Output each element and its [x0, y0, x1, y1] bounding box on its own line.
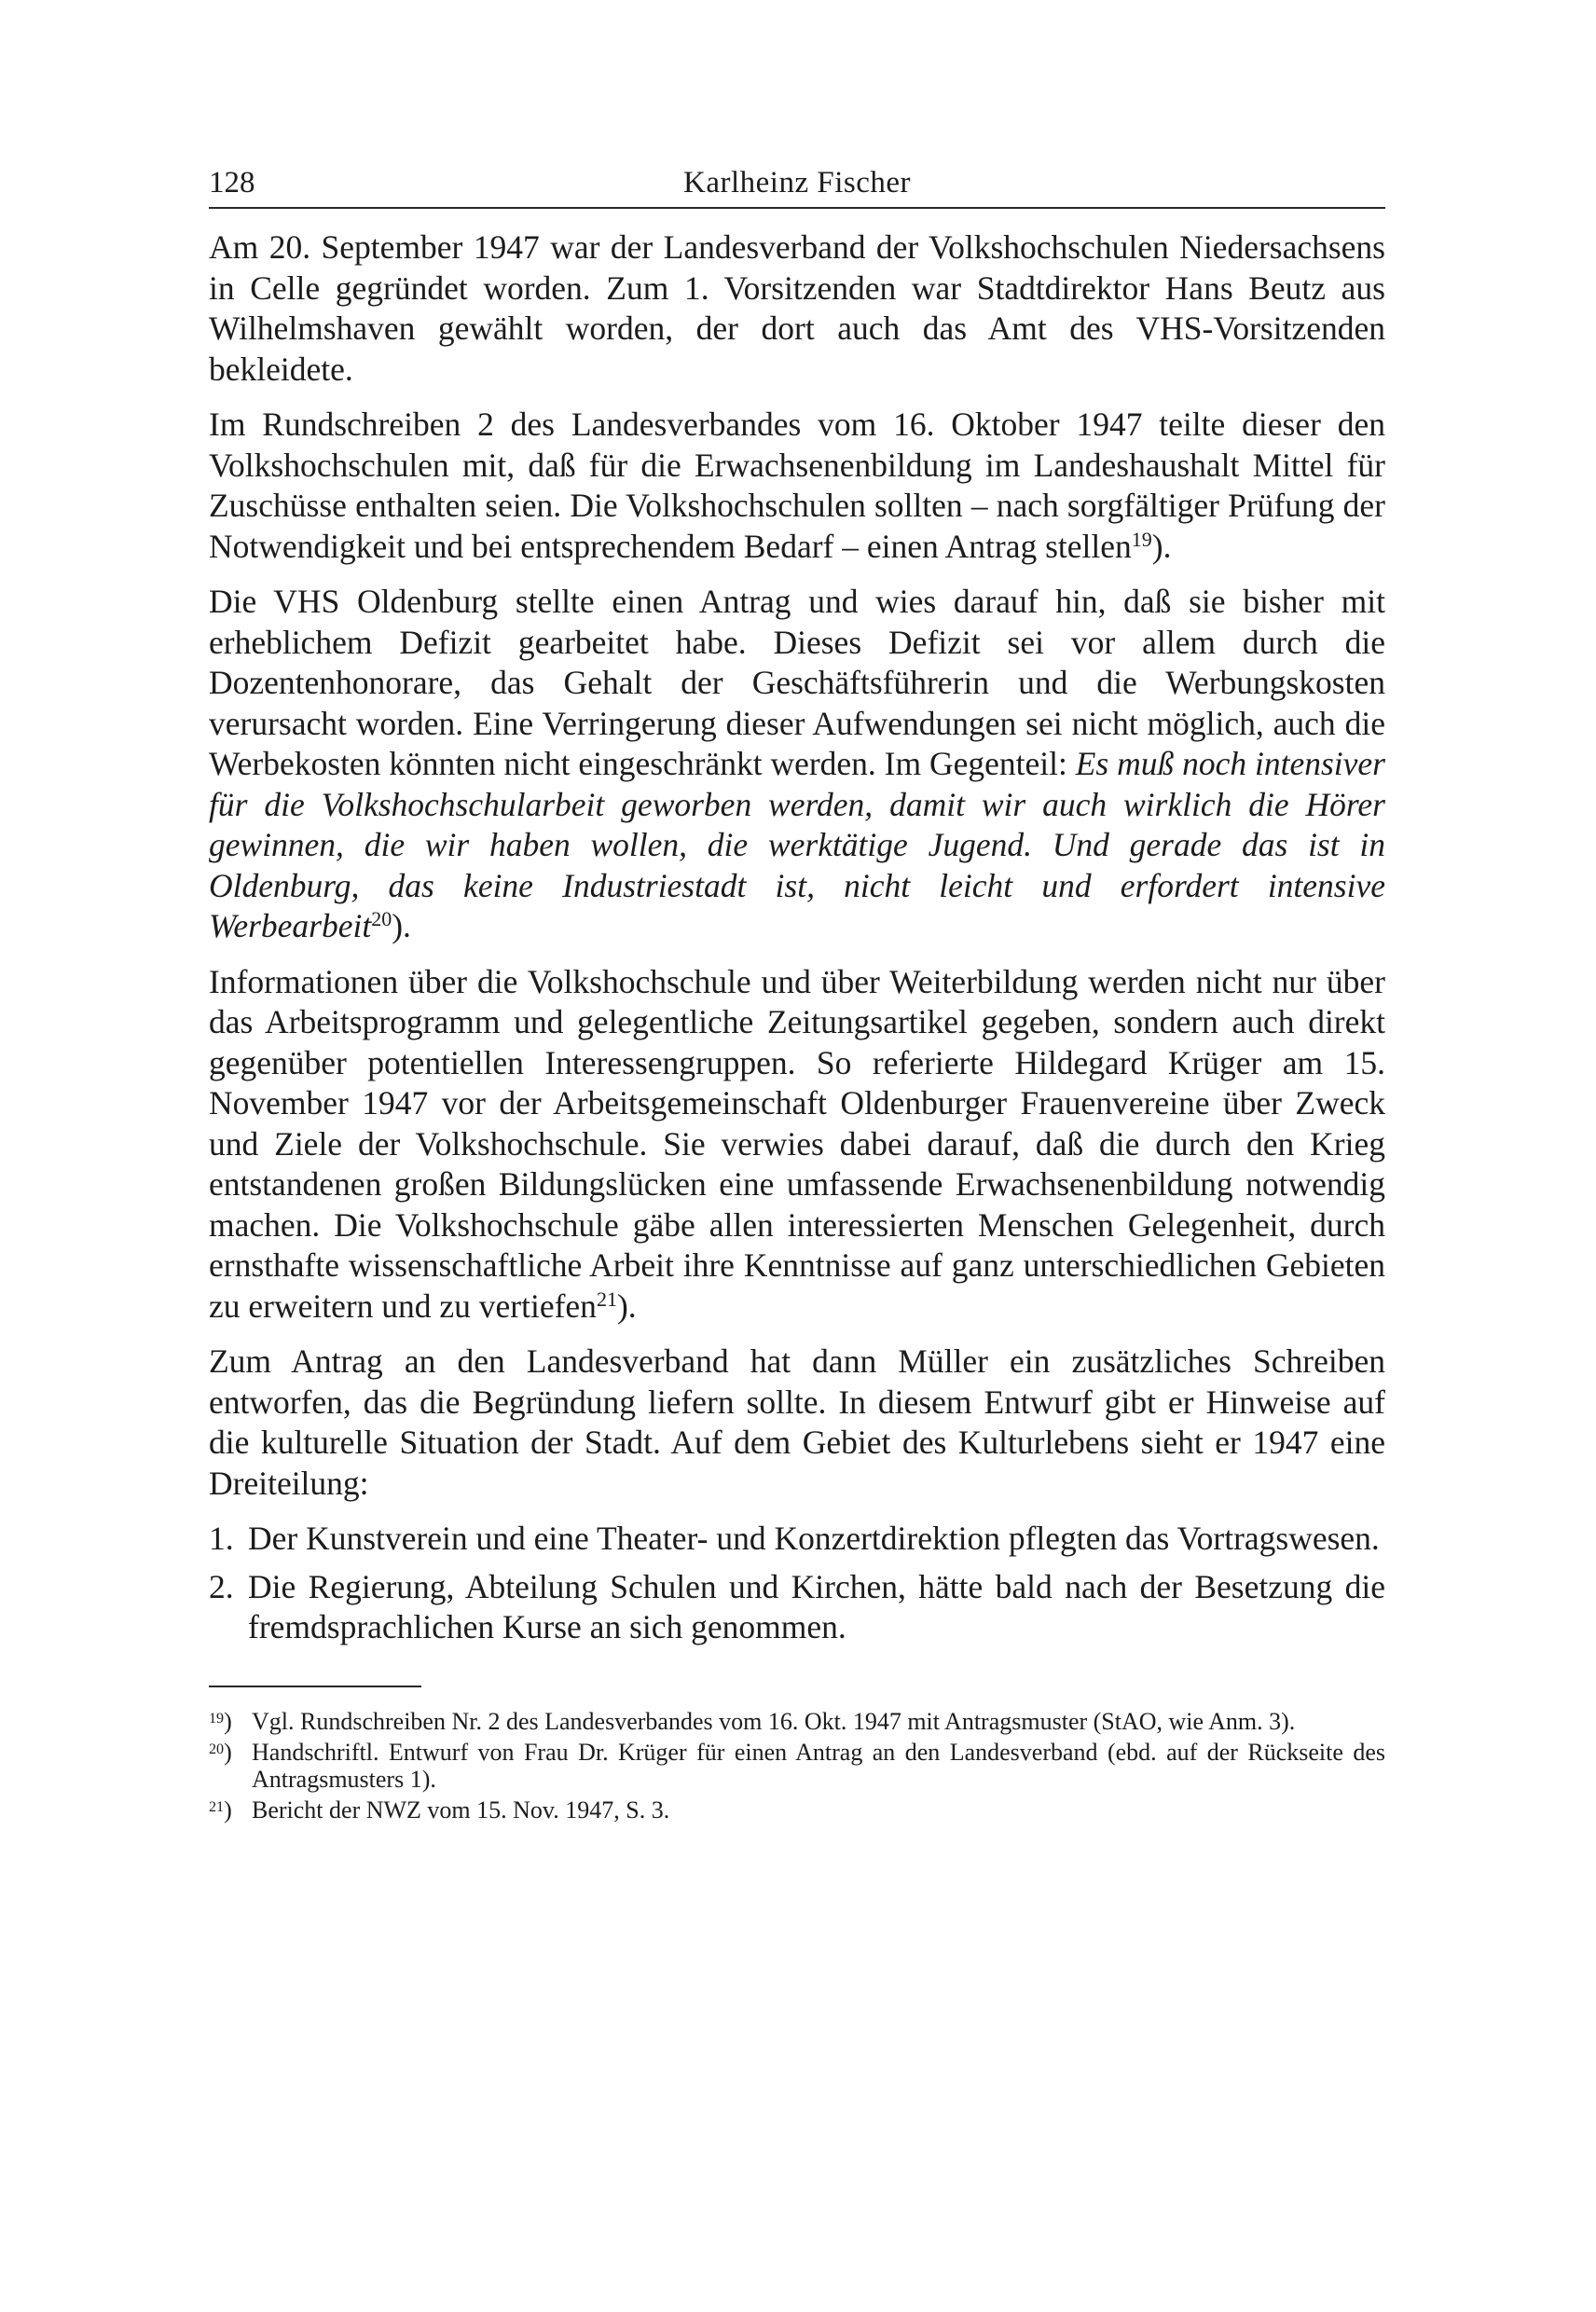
paragraph-4-end: ).: [616, 1287, 637, 1325]
paragraph-5: Zum Antrag an den Landesverband hat dann Müller ein zusätzliches Schreiben entworfen, das die Begründung liefern sollte. In diesem Entwurf gibt er Hinweise auf die kulturelle Situation der Stadt. Auf dem Gebiet des Kulturlebens sieht er 1947 eine Dreiteilung:: [209, 1342, 1385, 1502]
running-title: Karlheinz Fischer: [683, 166, 911, 200]
footnote-divider: [209, 1686, 421, 1687]
footnote-text: Bericht der NWZ vom 15. Nov. 1947, S. 3.: [252, 1796, 670, 1823]
paragraph-4: [209, 962, 1385, 1328]
footnote-mark: $^{19}$): [209, 1707, 232, 1735]
paragraph-3: [209, 582, 1385, 947]
list-item-number: 1.: [209, 1520, 234, 1557]
paragraph-3-end: ).: [392, 907, 411, 944]
body-text: [209, 227, 1385, 1648]
footnotes: [209, 1708, 1385, 1823]
footnote-text: Vgl. Rundschreiben Nr. 2 des Landesverbandes vom 16. Okt. 1947 mit Antragsmuster (StAO, wie Anm. 3).: [252, 1707, 1296, 1735]
list-item-number: 2.: [209, 1567, 234, 1605]
paragraph-1: Am 20. September 1947 war der Landesverband der Volkshochschulen Niedersachsens in Celle gegründet worden. Zum 1. Vorsitzenden war Stadtdirektor Hans Beutz aus Wilhelmshaven gewählt worden, der dort auch das Amt des VHS-Vorsitzenden bekleidete.: [209, 228, 1385, 388]
paragraph-2-text: Im Rundschreiben 2 des Landesverbandes vom 16. Oktober 1947 teilte dieser den Volkshochschulen mit, daß für die Erwachsenenbildung im Landeshaushalt Mittel für Zuschüsse enthalten seien. Die Volkshochschulen sollten – nach sorgfältiger Prüfung der Notwendigkeit und bei entsprechendem Bedarf – einen Antrag stellen: [209, 406, 1385, 565]
footnote-21: [209, 1796, 1385, 1823]
list-item-text: Die Regierung, Abteilung Schulen und Kirchen, hätte bald nach der Besetzung die fremdsprachlichen Kurse an sich genommen.: [248, 1567, 1385, 1645]
footnote-ref-20[interactable]: 20: [371, 906, 392, 930]
book-page: [209, 158, 1385, 1827]
footnote-19: [209, 1708, 1385, 1735]
list-item: [209, 1519, 1385, 1560]
footnote-ref-21[interactable]: 21: [596, 1287, 617, 1311]
page-number: 128: [209, 166, 255, 200]
footnote-20: [209, 1739, 1385, 1793]
footnote-mark: $^{20}$): [209, 1738, 232, 1766]
paragraph-3-text: Die VHS Oldenburg stellte einen Antrag und wies darauf hin, daß sie bisher mit erheblichem Defizit gearbeitet habe. Dieses Defizit sei vor allem durch die Dozentenhonorare, das Gehalt der Geschäftsführerin und die Werbungskosten verursacht worden. Eine Verringerung dieser Aufwendungen sei nicht möglich, auch die Werbekosten könnten nicht eingeschränkt werden. Im Gegenteil:: [209, 583, 1385, 782]
numbered-list: [209, 1519, 1385, 1648]
footnote-text: Handschriftl. Entwurf von Frau Dr. Krüger für einen Antrag an den Landesverband (ebd. auf der Rückseite des Antragsmusters 1).: [252, 1738, 1385, 1793]
paragraph-3-quote: Es muß noch intensiver für die Volkshochschularbeit geworben werden, damit wir auch wirklich die Hörer gewinnen, die wir haben wollen, die werktätige Jugend. Und gerade das ist in Oldenburg, das keine Industriestadt ist, nicht leicht und erfordert intensive Werbearbeit: [209, 745, 1385, 944]
paragraph-4-text: Informationen über die Volkshochschule und über Weiterbildung werden nicht nur über das Arbeitsprogramm und gelegentliche Zeitungsartikel gegeben, sondern auch direkt gegenüber potentiellen Interessengruppen. So referierte Hildegard Krüger am 15. November 1947 vor der Arbeitsgemeinschaft Oldenburger Frauenvereine über Zweck und Ziele der Volkshochschule. Sie verwies dabei darauf, daß die durch den Krieg entstandenen großen Bildungslücken eine umfassende Erwachsenenbildung notwendig machen. Die Volkshochschule gäbe allen interessierten Menschen Gelegenheit, durch ernsthafte wissenschaftliche Arbeit ihre Kenntnisse auf ganz unterschiedlichen Gebieten zu erweitern und zu vertiefen: [209, 962, 1385, 1325]
footnote-ref-19[interactable]: 19: [1131, 527, 1152, 551]
paragraph-2-end: ).: [1151, 527, 1172, 565]
paragraph-2: [209, 405, 1385, 567]
running-head: [209, 158, 1385, 209]
footnote-mark: $^{21}$): [209, 1796, 232, 1823]
list-item: [209, 1567, 1385, 1648]
list-item-text: Der Kunstverein und eine Theater- und Konzertdirektion pflegten das Vortragswesen.: [248, 1520, 1380, 1557]
